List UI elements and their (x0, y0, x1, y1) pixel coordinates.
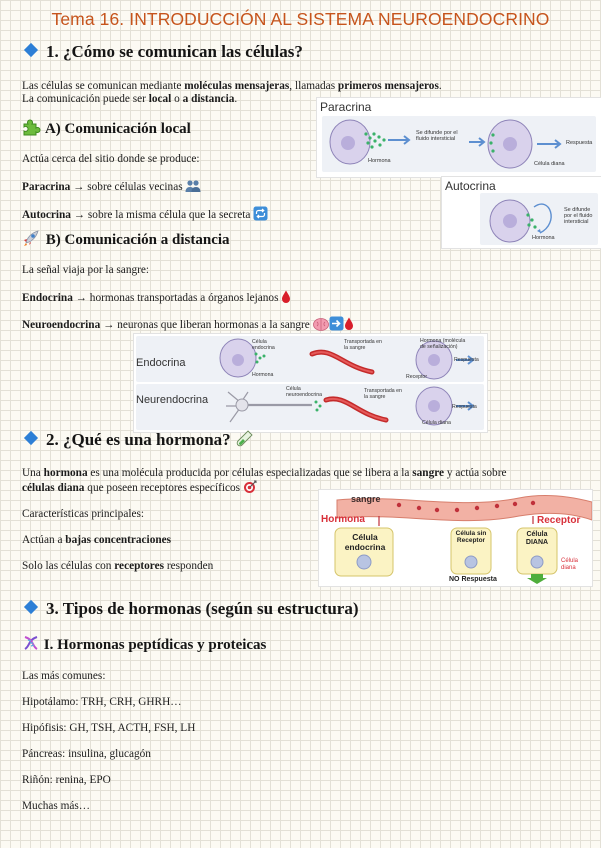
intro-text-2: , llamadas (289, 80, 338, 92)
hormone-def-text-2: es una molécula producida por células especializadas que se libera a la (87, 467, 413, 479)
autocrina-diffuse-label: Se difunde por el fluido intersticial (564, 207, 593, 225)
neurendocrina-row (136, 384, 484, 430)
paracrina-hormone-label: Hormona (368, 158, 391, 164)
dna-icon (22, 634, 40, 657)
endocrina-item (22, 290, 291, 308)
paracrina-term: Paracrina (22, 181, 71, 193)
hormone-def-bold-2: sangre (412, 467, 445, 479)
paracrina-item (22, 179, 201, 197)
feature-2 (22, 560, 213, 573)
page-title: Tema 16. INTRODUCCIÓN AL SISTEMA NEUROENDOCRINO (51, 9, 550, 29)
paracrina-desc: → sobre células vecinas (70, 181, 183, 193)
paracrina-figure (316, 97, 601, 178)
people-icon (185, 179, 201, 197)
feature-1-text: Actúan a (22, 534, 66, 546)
intro-line2-bold-2: a distancia (182, 93, 235, 105)
local-desc: Actúa cerca del sitio donde se produce: (22, 153, 200, 165)
hormone-concept-figure (318, 489, 593, 587)
feature-2-bold: receptores (114, 560, 165, 572)
hormone-def-text: Una (22, 467, 44, 479)
paracrina-response-label: Respuesta (566, 140, 593, 146)
neurendocrina-target-label: Célula diana (422, 420, 451, 426)
intro-line2-text: La comunicación puede ser (22, 93, 149, 105)
autocrina-term: Autocrina (22, 209, 71, 221)
endocrina-cell-label: Célula endocrina (252, 339, 275, 351)
distance-heading-text: B) Comunicación a distancia (45, 232, 230, 248)
section-1-heading-text: 1. ¿Cómo se comunican las células? (46, 42, 303, 61)
local-heading-text: A) Comunicación local (44, 121, 191, 137)
neurendocrina-cell-label: Célula neuroendocrina (286, 386, 323, 398)
neuroendocrina-desc: → neuronas que liberan hormonas a la sangre (100, 319, 310, 331)
section-3-heading-text: 3. Tipos de hormonas (según su estructura) (46, 599, 359, 618)
hormone-fig-target: Célula diana (561, 558, 579, 571)
diamond-bullet-icon (24, 43, 38, 57)
autocrina-figure-title: Autocrina (445, 179, 496, 193)
section-2-heading (26, 430, 253, 453)
rocket-icon (22, 229, 42, 252)
autocrina-item (22, 206, 268, 225)
common-label: Las más comunes: (22, 670, 106, 682)
endocrina-signal-label: Hormona (molécula de señalización) (420, 338, 466, 350)
test-tube-icon (235, 430, 253, 453)
feature-1 (22, 534, 171, 547)
hormone-fig-cell3: Célula DIANA (525, 531, 549, 546)
target-icon (243, 480, 257, 498)
hormone-fig-cell1: Célula endocrina (344, 532, 386, 552)
diamond-bullet-icon (24, 600, 38, 614)
hormone-list-item: Hipotálamo: TRH, CRH, GHRH… (22, 696, 182, 708)
intro-line2-text-2: o (171, 93, 183, 105)
endocrina-term: Endocrina (22, 292, 73, 304)
hormone-fig-receptor: Receptor (537, 515, 581, 526)
autocrina-figure (441, 176, 601, 249)
intro-bold-term: moléculas mensajeras (184, 80, 290, 92)
feature-2-text: Solo las células con (22, 560, 115, 572)
paracrina-figure-panel (322, 116, 596, 172)
peptide-heading-text: I. Hormonas peptídicas y proteicas (43, 637, 267, 653)
neuroendocrina-term: Neuroendocrina (22, 319, 101, 331)
intro-line2-bold: local (148, 93, 172, 105)
repeat-icon (253, 206, 268, 225)
endocrina-desc: → hormonas transportadas a órganos lejanos (72, 292, 279, 304)
distance-heading (22, 229, 230, 252)
neurendocrina-response-label: Respuesta (452, 404, 477, 410)
section-1-heading (26, 42, 303, 62)
local-heading (22, 118, 191, 141)
autocrina-figure-panel (480, 193, 598, 245)
endocrina-transported-label: Transportada en la sangre (344, 339, 382, 351)
puzzle-icon (22, 118, 42, 141)
autocrina-desc: → sobre la misma célula que la secreta (70, 209, 251, 221)
hormone-list-item: Muchas más… (22, 800, 91, 812)
distance-desc: La señal viaja por la sangre: (22, 264, 150, 276)
hormone-list-item: Hipófisis: GH, TSH, ACTH, FSH, LH (22, 722, 196, 734)
neurendocrina-figure-title: Neurendocrina (136, 394, 209, 406)
feature-2-text-2: responden (164, 560, 214, 572)
diamond-bullet-icon (24, 431, 38, 445)
hormone-list-item: Riñón: renina, EPO (22, 774, 111, 786)
endocrina-hormone-label: Hormona (252, 372, 274, 378)
autocrina-hormone-label: Hormona (532, 235, 555, 241)
hormone-fig-hormona: Hormona (321, 514, 365, 525)
neurendocrina-transported-label: Transportada en la sangre (364, 388, 402, 400)
endocrina-figure-title: Endocrina (136, 357, 186, 369)
paracrina-figure-title: Paracrina (320, 100, 372, 114)
endocrina-response-label: Respuesta (454, 357, 479, 363)
intro-text-3: . (438, 80, 442, 92)
hormone-fig-cell2: Célula sin Receptor (455, 530, 487, 544)
features-label: Características principales: (22, 508, 145, 520)
endocrina-receptor-label: Receptor (406, 374, 428, 380)
hormone-def-bold-3: células diana (22, 482, 85, 494)
feature-1-bold: bajas concentraciones (65, 534, 172, 546)
endocrine-neuroendocrine-figure (133, 333, 488, 433)
intro-bold-term-2: primeros mensajeros (337, 80, 439, 92)
intro-text: Las células se comunican mediante (22, 80, 185, 92)
blood-drop-icon (281, 290, 291, 308)
hormone-fig-sangre: sangre (351, 494, 381, 504)
peptide-heading (22, 634, 266, 657)
section-3-heading (26, 599, 359, 619)
hormone-def-bold: hormona (43, 467, 88, 479)
paracrina-diffuse-label: Se difunde por el fluido intersticial (416, 130, 458, 142)
hormone-def-text-4: que poseen receptores específicos (84, 482, 241, 494)
paracrina-target-label: Célula diana (534, 161, 565, 167)
intro-line2-text-3: . (234, 93, 238, 105)
hormone-def-text-3: y actúa sobre (444, 467, 507, 479)
section-2-heading-text: 2. ¿Qué es una hormona? (46, 430, 231, 449)
hormone-fig-no-response: NO Respuesta (449, 576, 497, 583)
hormone-list-item: Páncreas: insulina, glucagón (22, 748, 151, 760)
endocrina-row (136, 336, 484, 382)
